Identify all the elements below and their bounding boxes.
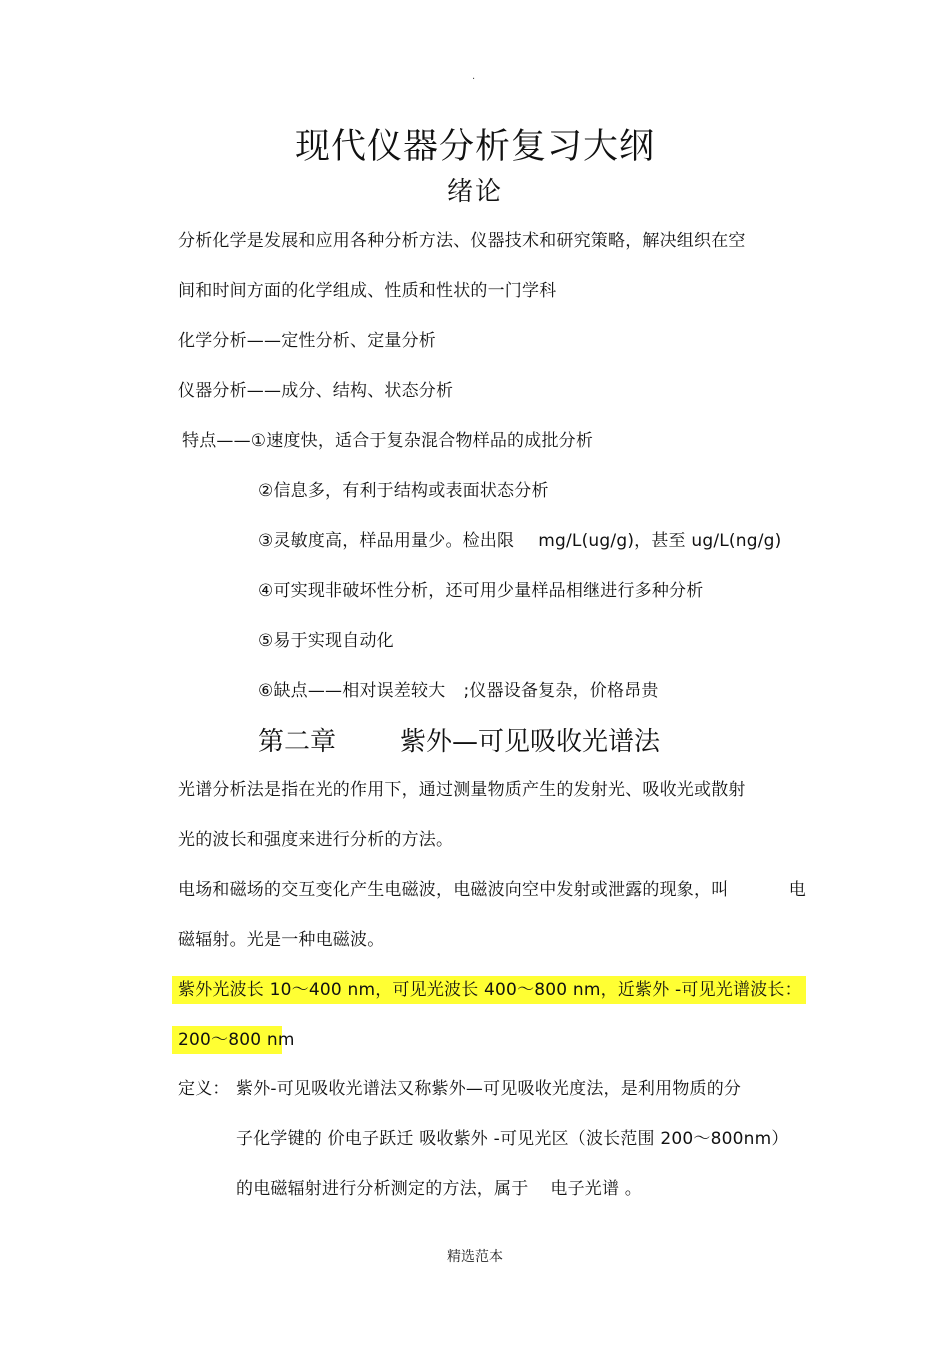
- intro-paragraph-line-2: 间和时间方面的化学组成、性质和性状的一门学科: [178, 281, 557, 301]
- document-title: 现代仪器分析复习大纲: [294, 127, 655, 167]
- page-footer: 精选范本: [447, 1249, 503, 1265]
- chapter-number: 第二章: [258, 727, 337, 757]
- definition-line-1: 紫外-可见吸收光谱法又称紫外—可见吸收光度法，是利用物质的分: [236, 1079, 742, 1099]
- intro-paragraph-line-1: 分析化学是发展和应用各种分析方法、仪器技术和研究策略，解决组织在空: [178, 231, 746, 251]
- feature-line-1: 特点——①速度快，适合于复杂混合物样品的成批分析: [182, 431, 594, 451]
- em-paragraph-line-1: [178, 879, 806, 901]
- definition-line-3-text: 的电磁辐射进行分析测定的方法，属于: [236, 1179, 529, 1199]
- chapter-title: 紫外—可见吸收光谱法: [400, 727, 661, 757]
- em-paragraph-line-1-end: 电: [788, 880, 806, 900]
- feature-line-6-cont: ;仪器设备复杂，价格昂贵: [463, 681, 659, 701]
- definition-label: 定义：: [178, 1079, 230, 1099]
- em-paragraph-line-2: 磁辐射。光是一种电磁波。: [178, 930, 385, 950]
- definition-line-3: [236, 1178, 642, 1200]
- spectral-paragraph-line-2: 光的波长和强度来进行分析的方法。: [178, 830, 454, 850]
- spectral-paragraph-line-1: 光谱分析法是指在光的作用下，通过测量物质产生的发射光、吸收光或散射: [178, 780, 746, 800]
- feature-line-3-units: mg/L(ug/g)，甚至 ug/L(ng/g): [538, 531, 782, 551]
- feature-line-3-text: ③灵敏度高，样品用量少。检出限: [258, 531, 515, 551]
- feature-line-4: ④可实现非破坏性分析，还可用少量样品相继进行多种分析: [258, 581, 704, 601]
- wavelength-highlight-line-2: 200～800 nm: [178, 1030, 295, 1050]
- feature-line-6: [258, 680, 659, 702]
- wavelength-highlight-line-1: 紫外光波长 10～400 nm，可见光波长 400～800 nm，近紫外 -可见光谱波长：: [178, 980, 802, 1000]
- feature-line-3: [258, 530, 781, 552]
- chapter-heading: [258, 725, 660, 759]
- definition-line-2: 子化学键的 价电子跃迁 吸收紫外 -可见光区（波长范围 200～800nm）: [236, 1129, 789, 1149]
- instrumental-analysis-line: 仪器分析——成分、结构、状态分析: [178, 381, 454, 401]
- feature-line-6-text: ⑥缺点——相对误差较大: [258, 681, 446, 701]
- feature-line-5: ⑤易于实现自动化: [258, 631, 394, 651]
- feature-line-2: ②信息多，有利于结构或表面状态分析: [258, 481, 549, 501]
- em-paragraph-line-1-text: 电场和磁场的交互变化产生电磁波，电磁波向空中发射或泄露的现象，叫: [178, 880, 729, 900]
- chemical-analysis-line: 化学分析——定性分析、定量分析: [178, 331, 436, 351]
- header-mark: .: [472, 71, 476, 82]
- definition-line-3-term: 电子光谱 。: [550, 1179, 643, 1199]
- section-heading-intro: 绪论: [446, 177, 503, 207]
